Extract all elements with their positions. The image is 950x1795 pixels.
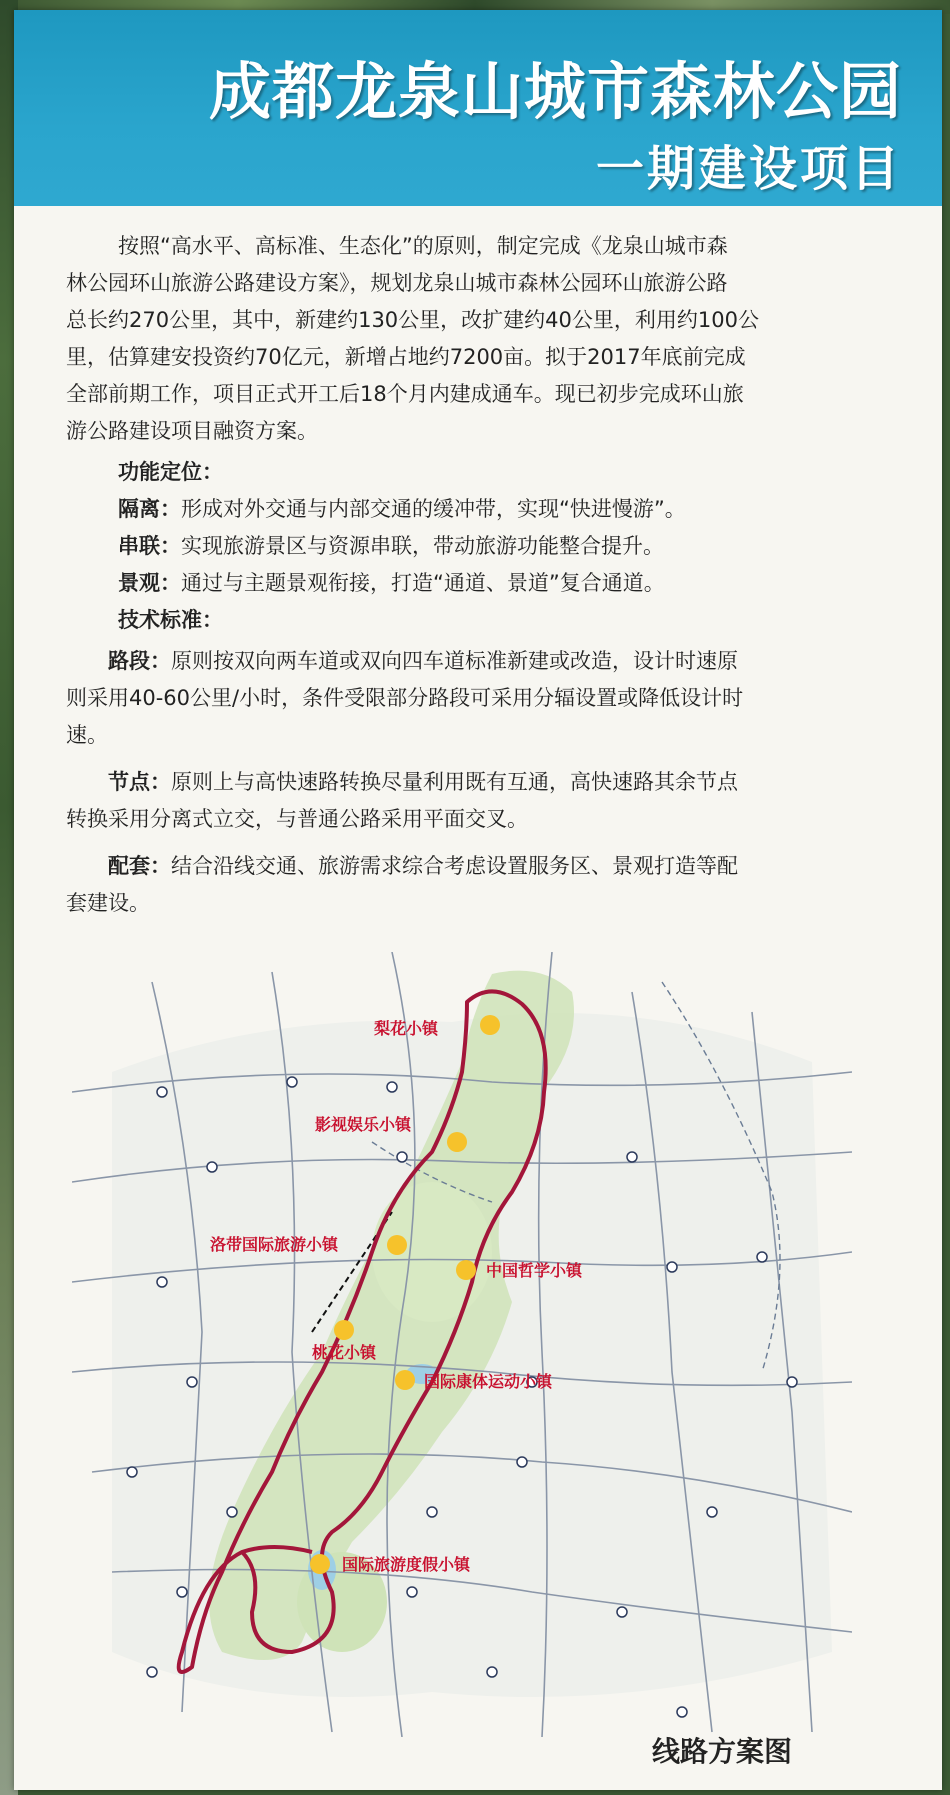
function-label: 串联： [118,534,181,558]
town-dot-lihua [480,1015,500,1035]
function-item-landscape [66,565,888,602]
town-label: 中国哲学小镇 [486,1261,583,1280]
intro-line: 里，估算建安投资约70亿元，新增占地约7200亩。拟于2017年底前完成 [66,345,746,369]
town-label: 桃花小镇 [312,1343,377,1362]
town-dot-taohua [334,1320,354,1340]
tech-item-road [66,643,888,754]
tech-heading: 技术标准： [118,608,223,632]
tech-label: 配套： [108,854,171,878]
tech-line: 转换采用分离式立交，与普通公路采用平面交叉。 [66,807,528,831]
intro-line: 全部前期工作，项目正式开工后18个月内建成通车。现已初步完成环山旅 [66,382,744,406]
town-label: 梨花小镇 [374,1019,439,1038]
function-heading: 功能定位： [118,460,223,484]
tech-label: 节点： [108,770,171,794]
town-label: 洛带国际旅游小镇 [210,1235,339,1254]
town-dot-zhexue [456,1260,476,1280]
function-text: 形成对外交通与内部交通的缓冲带，实现“快进慢游”。 [181,497,686,521]
town-label: 国际旅游度假小镇 [342,1555,471,1574]
town-dot-yingshi [447,1132,467,1152]
route-map [72,952,852,1737]
town-label: 国际康体运动小镇 [424,1372,553,1391]
intro-line: 按照“高水平、高标准、生态化”的原则，制定完成《龙泉山城市森 [118,234,728,258]
function-text: 通过与主题景观衔接，打造“通道、景道”复合通道。 [181,571,665,595]
town-dot-luodai [387,1235,407,1255]
function-label: 隔离： [118,497,181,521]
page-title: 成都龙泉山城市森林公园 [208,55,902,128]
page-subtitle: 一期建设项目 [595,141,902,197]
function-text: 实现旅游景区与资源串联，带动旅游功能整合提升。 [181,534,664,558]
map-caption: 线路方案图 [652,1735,793,1768]
intro-line: 林公园环山旅游公路建设方案》，规划龙泉山城市森林公园环山旅游公路 [66,271,728,295]
tech-label: 路段： [108,649,171,673]
tech-line: 速。 [66,723,108,747]
function-item-isolation [66,491,888,528]
town-label: 影视娱乐小镇 [315,1115,412,1134]
function-item-connection [66,528,888,565]
tech-line: 套建设。 [66,891,150,915]
title-banner [14,10,942,206]
tech-line: 节点：原则上与高快速路转换尽量利用既有互通，高快速路其余节点 [108,770,738,794]
town-dot-kangti [395,1370,415,1390]
function-label: 景观： [118,571,181,595]
intro-line: 游公路建设项目融资方案。 [66,419,318,443]
tech-item-facility [66,848,888,922]
body-text [66,228,888,922]
intro-line: 总长约270公里，其中，新建约130公里，改扩建约40公里，利用约100公 [66,308,759,332]
tech-line: 路段：原则按双向两车道或双向四车道标准新建或改造，设计时速原 [108,649,738,673]
intro-paragraph [66,228,888,450]
route-map-graphic [72,952,852,1737]
tech-line: 配套：结合沿线交通、旅游需求综合考虑设置服务区、景观打造等配 [108,854,738,878]
tech-line: 则采用40-60公里/小时，条件受限部分路段可采用分辐设置或降低设计时 [66,686,744,710]
town-dot-dujia [310,1554,330,1574]
tech-item-node [66,764,888,838]
